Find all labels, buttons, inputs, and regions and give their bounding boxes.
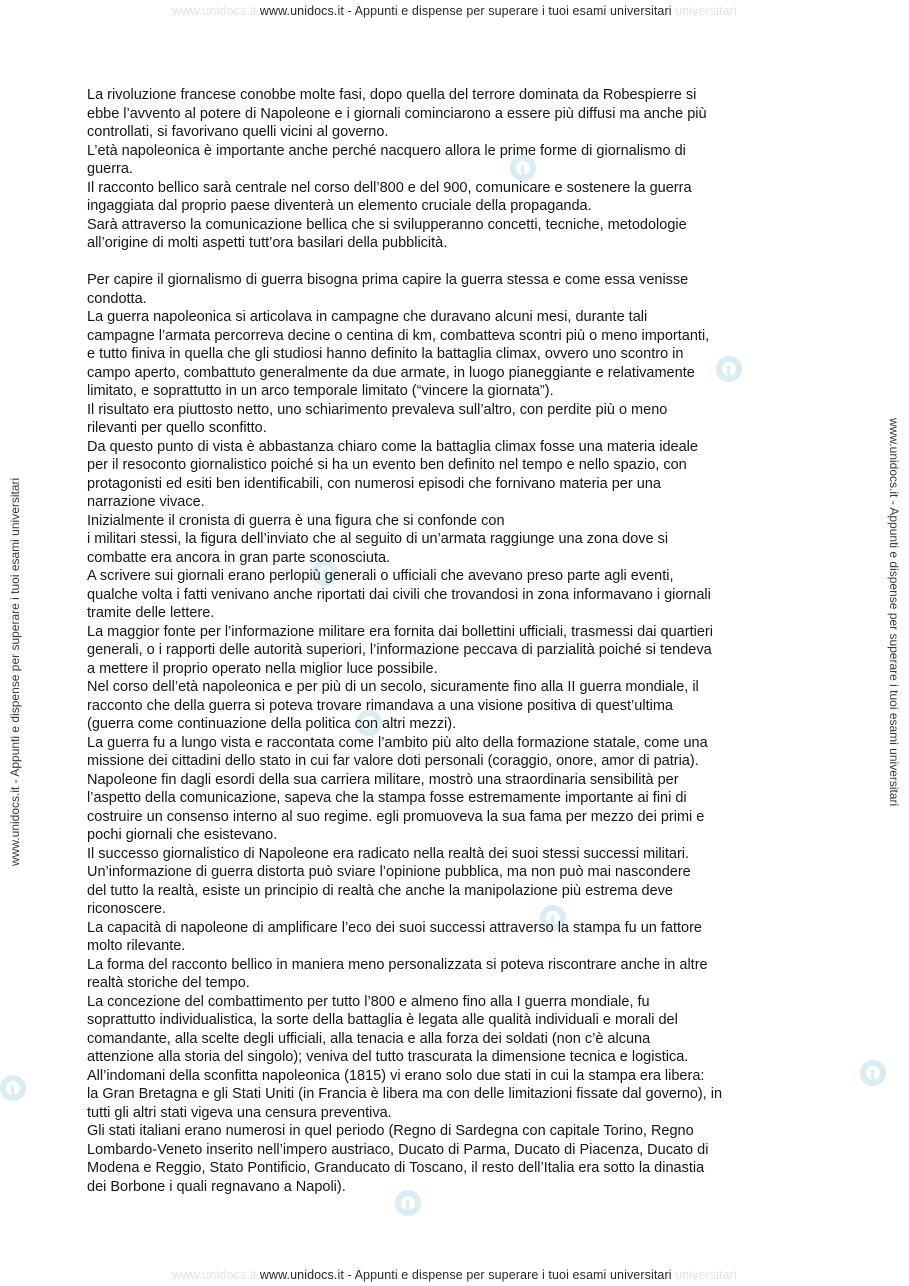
text-line: per il resoconto giornalistico poiché si ha un evento ben definito nel tempo e nello spazio, con (87, 457, 687, 473)
text-line: Un’informazione di guerra distorta può sviare l’opinione pubblica, ma non può mai nascondere (87, 864, 691, 880)
side-watermark-left: www.unidocs.it - Appunti e dispense per superare i tuoi esami universitari (8, 477, 22, 866)
text-line: rilevanti per quello sconfitto. (87, 420, 267, 436)
text-line: La concezione del combattimento per tutto l’800 e almeno fino alla I guerra mondiale, fu (87, 993, 650, 1010)
text-line: La guerra fu a lungo vista e raccontata come l’ambito più alto della formazione statale, come una (87, 734, 708, 751)
text-line: Nel corso dell’età napoleonica e per più di un secolo, sicuramente fino alla II guerra mondiale, il (87, 679, 699, 695)
text-line: Gli stati italiani erano numerosi in quel periodo (Regno di Sardegna con capitale Torino, Regno (87, 1123, 694, 1139)
footer-banner (0, 1268, 909, 1282)
footer-banner-text: www.unidocs.it - Appunti e dispense per superare i tuoi esami universitari (259, 1268, 672, 1282)
header-banner-text: www.unidocs.it - Appunti e dispense per superare i tuoi esami universitari (259, 4, 672, 18)
text-line: dei Borbone i quali regnavano a Napoli). (87, 1178, 346, 1195)
text-line: Lombardo-Veneto inserito nell’impero austriaco, Ducato di Parma, Ducato di Piacenza, Ducato di (87, 1141, 709, 1158)
footer-ghost-right: universitari (675, 1268, 737, 1282)
text-line: (guerra come continuazione della politica con altri mezzi). (87, 716, 457, 732)
text-line: L’età napoleonica è importante anche perché nacquero allora le prime forme di giornalismo di (87, 142, 686, 159)
text-line: condotta. (87, 290, 147, 307)
paragraph-gap (87, 253, 827, 272)
text-line: Inizialmente il cronista di guerra è una figura che si confonde con (87, 512, 505, 529)
text-line: costruire un consenso interno al suo regime. egli promuoveva la sua fama per mezzo dei primi e (87, 808, 705, 825)
text-line: tramite delle lettere. (87, 605, 215, 621)
footer-ghost-left: www.unidocs.it (172, 1268, 257, 1282)
text-line: soprattutto individualistica, la sorte della battaglia è legata alle qualità individuali e morali del (87, 1012, 678, 1028)
header-ghost-right: universitari (675, 4, 737, 18)
text-line: tutti gli altri stati vigeva una censura preventiva. (87, 1104, 392, 1121)
text-line: ingaggiata dal proprio paese diventerà un elemento cruciale della propaganda. (87, 198, 592, 214)
text-line: Il racconto bellico sarà centrale nel corso dell’800 e del 900, comunicare e sostenere la guerra (87, 179, 692, 196)
text-line: La forma del racconto bellico in maniera meno personalizzata si poteva riscontrare anche in altre (87, 956, 708, 973)
text-line: Da questo punto di vista è abbastanza chiaro come la battaglia climax fosse una materia ideale (87, 438, 698, 455)
header-ghost-left: www.unidocs.it (172, 4, 257, 18)
text-line: Modena e Reggio, Stato Pontificio, Granducato di Toscano, il resto dell’Italia era sotto la dinastia (87, 1160, 705, 1176)
watermark-logo-icon (0, 1075, 26, 1101)
text-line: i militari stessi, la figura dell’inviato che al seguito di un’armata raggiunge una zona dove si (87, 531, 669, 547)
text-line: generali, o i rapporti delle autorità superiori, l’informazione peccava di parzialità poiché si tendeva (87, 642, 712, 658)
text-line: comandante, alla scelte degli ufficiali, alla tenacia e alla forza dei soldati (non c’è alcuna (87, 1030, 651, 1047)
text-line: protagonisti ed esiti ben identificabili, con numerosi episodi che fornivano materia per una (87, 475, 661, 492)
text-line: ebbe l’avvento al potere di Napoleone e i giornali cominciarono a essere più diffusi ma anche più (87, 105, 707, 122)
document-body (87, 86, 827, 1196)
text-line: La rivoluzione francese conobbe molte fasi, dopo quella del terrore dominata da Robespierre si (87, 87, 697, 103)
text-line: la Gran Bretagna e gli Stati Uniti (in Francia è libera ma con delle limitazioni fissate dal governo), in (87, 1086, 723, 1102)
text-line: campagne l’armata percorreva decine o centina di km, combatteva scontri più o meno importanti, (87, 327, 710, 344)
text-line: controllati, si favorivano quelli vicini al governo. (87, 124, 389, 140)
text-line: realtà storiche del tempo. (87, 975, 250, 991)
text-line: pochi giornali che esistevano. (87, 827, 278, 843)
text-line: e tutto finiva in quella che gli studiosi hanno definito la battaglia climax, ovvero uno scontro in (87, 346, 684, 362)
text-line: riconoscere. (87, 901, 166, 917)
text-line: narrazione vivace. (87, 494, 205, 510)
side-watermark-right: www.unidocs.it - Appunti e dispense per superare i tuoi esami universitari (887, 418, 901, 807)
text-line: missione dei cittadini dello stato in cui far valore doti personali (coraggio, onore, amor di patria). (87, 753, 699, 769)
text-line: A scrivere sui giornali erano perlopiù generali o ufficiali che avevano preso parte agli eventi, (87, 568, 674, 584)
text-line: Per capire il giornalismo di guerra bisogna prima capire la guerra stessa e come essa venisse (87, 272, 689, 288)
text-line: La maggior fonte per l’informazione militare era fornita dai bollettini ufficiali, trasmessi dai quartieri (87, 623, 713, 640)
text-line: all’origine di molti aspetti tutt’ora basilari della pubblicità. (87, 235, 448, 251)
watermark-logo-icon (860, 1060, 886, 1086)
text-line: Napoleone fin dagli esordi della sua carriera militare, mostrò una straordinaria sensibilità per (87, 771, 679, 788)
text-line: limitato, e soprattutto in un arco temporale limitato (“vincere la giornata”). (87, 383, 554, 399)
text-line: La capacità di napoleone di amplificare l’eco dei suoi successi attraverso la stampa fu un fattore (87, 919, 702, 936)
text-line: a mettere il proprio operato nella miglior luce possibile. (87, 660, 438, 677)
text-line: Il risultato era piuttosto netto, uno schiarimento prevaleva sull’altro, con perdite più o meno (87, 401, 668, 418)
text-line: Il successo giornalistico di Napoleone era radicato nella realtà dei suoi stessi successi militari. (87, 845, 690, 862)
text-line: Sarà attraverso la comunicazione bellica che si svilupperanno concetti, tecniche, metodologie (87, 216, 687, 233)
text-line: racconto che della guerra si poteva trovare rimandava a una visione positiva di quest’ultima (87, 697, 673, 714)
text-line: l’aspetto della comunicazione, sapeva che la stampa fosse estremamente importante ai fini di (87, 790, 687, 806)
text-line: campo aperto, combattuto generalmente da due armate, in luogo pianeggiante e relativamente (87, 364, 695, 381)
header-banner (0, 4, 909, 18)
text-line: combatte era ancora in gran parte sconosciuta. (87, 549, 391, 566)
text-line: All’indomani della sconfitta napoleonica (1815) vi erano solo due stati in cui la stampa era libera: (87, 1067, 705, 1084)
text-line: molto rilevante. (87, 938, 186, 954)
text-line: La guerra napoleonica si articolava in campagne che duravano alcuni mesi, durante tali (87, 309, 648, 325)
text-line: del tutto la realtà, esiste un principio di realtà che anche la manipolazione più estrema deve (87, 882, 673, 899)
text-line: attenzione alla storia del singolo); veniva del tutto trascurata la dimensione tecnica e logistica. (87, 1049, 689, 1065)
text-line: qualche volta i fatti venivano anche riportati dai civili che trovandosi in zona informavano i giornali (87, 586, 711, 603)
text-line: guerra. (87, 161, 133, 177)
